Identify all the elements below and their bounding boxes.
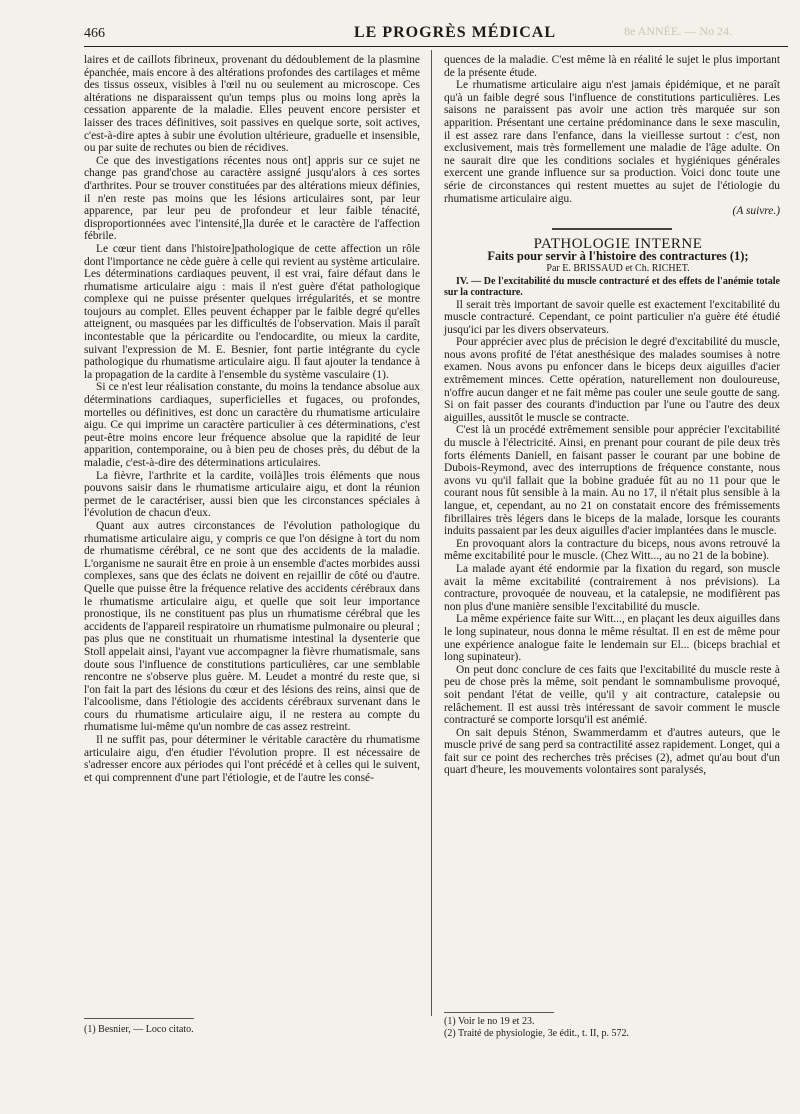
- article-title: Faits pour servir à l'histoire des contractures (1);: [487, 249, 749, 264]
- to-be-continued: (A suivre.): [732, 205, 780, 218]
- right-column: [444, 54, 780, 777]
- column-divider: [431, 50, 432, 1016]
- paragraph: En provoquant alors la contracture du biceps, nous avons retrouvé la même excitabilité pour le muscle. (Chez Witt..., au no 21 de la bobine).: [444, 537, 780, 563]
- right-footnotes: [444, 1016, 784, 1040]
- section-separator: [552, 228, 672, 230]
- journal-title: LE PROGRÈS MÉDICAL: [354, 24, 557, 41]
- footnote-rule: [444, 1012, 554, 1013]
- paragraph: La même expérience faite sur Witt..., en plaçant les deux aiguilles dans le long supinateur, nous donna le même résultat. Il en est de même pour une expérience analogue faite le lendemain sur El... (biceps brachial et long supinateur).: [444, 613, 780, 664]
- left-column: [84, 54, 420, 784]
- paragraph: Le rhumatisme articulaire aigu n'est jamais épidémique, et ne paraît qu'à un faible degré sous l'influence de constitutions particulières. Les saisons ne paraissent pas avoir une action très marquée sur son apparition. Présentant une certaine prédominance dans le sexe masculin, il est assez rare dans l'enfance, dans la vieillesse surtout : c'est, non exclusivement, mais très formellement une maladie de l'âge adulte. On ne saurait dire que les conditions sociales et hygiéniques générales exercent une grande influence sur sa production. Voici donc toute une série de circonstances qui restent muettes au sujet de l'étiologie du rhumatisme articulaire aigu.: [444, 79, 780, 205]
- paragraph: La malade ayant été endormie par la fixation du regard, son muscle avait la même excitabilité (contrairement à nos prévisions). La contracture, provoquée de nouveau, et la catalepsie, ne modifièrent pas non plus d'une manière sensible l'excitabilité du muscle.: [444, 562, 780, 613]
- bleed-through-header: 8e ANNÉE. — No 24.: [624, 24, 732, 38]
- paragraph: On peut donc conclure de ces faits que l'excitabilité du muscle reste à peu de chose près la même, soit pendant le somnambulisme provoqué, soit pendant l'état de veille, qu'il y ait contracture, catalepsie ou relâchement. Il est aussi très intéressant de savoir comment le muscle contracturé se comporte lorsqu'il est anémié.: [444, 663, 780, 727]
- left-footnotes: [84, 1024, 420, 1035]
- paragraph: Il serait très important de savoir quelle est exactement l'excitabilité du muscle contracturé. Cependant, ce point particulier n'a guère été étudié jusqu'ici par les divers observateurs.: [444, 298, 780, 336]
- paragraph: quences de la maladie. C'est même là en réalité le sujet le plus important de la présente étude.: [444, 54, 780, 79]
- paragraph: Si ce n'est leur réalisation constante, du moins la tendance absolue aux déterminations cardiaques, superficielles et fugaces, ou profondes, mortelles ou définitives, est donc un caractère du rhumatisme articulaire aigu. Ce qui imprime un caractère particulier à ces déterminations, c'est peut-être moins encore leur fréquence absolue que la rapidité de leur apparition, contemporaine, ou à bien peu de choses près, du début de la maladie, c'est-à-dire des déterminations articulaires.: [84, 381, 420, 469]
- header-rule: [84, 46, 788, 47]
- footnote: (2) Traité de physiologie, 3e édit., t. II, p. 572.: [444, 1028, 629, 1039]
- paragraph: laires et de caillots fibrineux, provenant du dédoublement de la plasmine épanchée, mais encore à des altérations profondes des cartilages et même des tissus osseux, visibles à l'œil nu ou seulement au microscope. Ces altérations ne disparaissent qu'un temps plus ou moins long après la cessation apparente de la maladie. Elles peuvent encore persister et laisser des traces définitives, soit passives en quelque sorte, soit actives, c'est-à-dire aptes à subir une évolution ultérieure, graduelle et insensible, ou par suite de rechutes ou bien de récidives.: [84, 54, 420, 155]
- paragraph: Ce que des investigations récentes nous ont] appris sur ce sujet ne change pas grand'chose au caractère assigné jusqu'alors à ces sortes d'arthrites. Pour se trouver constituées par des altérations mieux définies, il n'en reste pas moins que les lésions articulaires sont, par leur apparence, par leur peu de profondeur et leur faible ténacité, disproportionnées avec l'intensité,]la durée et le caractère de l'affection fébrile.: [84, 154, 420, 243]
- byline: Par E. BRISSAUD et Ch. RICHET.: [546, 262, 690, 274]
- paragraph: Il ne suffit pas, pour déterminer le véritable caractère du rhumatisme articulaire aigu, d'en étudier l'évolution propre. Il est nécessaire de s'adresser encore aux périodes qui l'ont précédé et à celles qui le suivent, et qui comprennent d'une part l'étiologie, et de l'autre les consé-: [84, 734, 420, 784]
- footnote: (1) Besnier, — Loco citato.: [84, 1024, 194, 1035]
- paragraph: C'est là un procédé extrêmement sensible pour apprécier l'excitabilité du muscle à l'électricité. Ainsi, en prenant pour courant de pile deux très forts éléments Daniell, en faisant passer le courant par une bobine de Dubois-Reymond, avec des interruptions de fréquence constante, nous avons vu qu'il fallait que la bobine graduée fût au no 11 pour que le courant nous fût sensible à la main. Au no 17, il n'était plus sensible à la langue, et, cependant, au no 21 on constatait encore des frémissements fibrillaires très légers dans le biceps de la malade, lorsque les courants induits passaient par les deux aiguilles d'acier implantées dans le muscle.: [444, 424, 780, 538]
- article-subheading: IV. — De l'excitabilité du muscle contracturé et des effets de l'anémie totale sur la contracture.: [444, 275, 780, 298]
- footnote-rule: [84, 1018, 194, 1019]
- page-number: 466: [84, 26, 105, 41]
- paragraph: Quant aux autres circonstances de l'évolution pathologique du rhumatisme articulaire aigu, y compris ce que l'on désigne à tort du nom de rhumatisme cérébral, ce ne sont que des accidents de la maladie. L'organisme ne saurait être en proie à un ensemble d'actes morbides aussi complexes, sans que des éclats ne doivent en rejaillir de côté ou d'autre. Quelle que puisse être la fréquence relative des accidents cérébraux dans le rhumatisme articulaire aigu, et quelle que soit leur importance pronostique, ils ne constituent pas plus un rhumatisme cérébral que les accidents de l'appareil respiratoire un rhumatisme pulmonaire ou pleural ; pas plus que ne constituait un rhumatisme intestinal la dysenterie que Stoll appelait ainsi, l'ayant vue accompagner la fièvre rhumatismale, sans doute sous l'influence de constitutions particulières, car une semblable rencontre ne s'observe plus guère. M. Leudet a montré du reste que, si l'on fait la part des lésions du cœur et des lésions des reins, ainsi que de l'alcoolisme, dans l'étiologie des accidents cérébraux survenant dans le cours du rhumatisme articulaire aigu, il ne restera au compte du rhumatisme lui-même qu'un nombre de cas assez restreint.: [84, 519, 420, 734]
- page-header: [84, 22, 784, 44]
- section-title: PATHOLOGIE INTERNE: [533, 235, 703, 252]
- paragraph: Pour apprécier avec plus de précision le degré d'excitabilité du muscle, nous avons profité de l'état anesthésique des malades soumises à notre examen. Nous avons pu enfoncer dans le biceps deux aiguilles d'acier extrêmement minces. Cette opération, naturellement non douloureuse, n'offre aucun danger et ne fait même pas couler une seule goutte de sang. Si on fait passer des courants d'induction par l'une ou l'autre des deux aiguilles, aussitôt le muscle se contracte.: [444, 336, 780, 424]
- paragraph: La fièvre, l'arthrite et la cardite, voilà]les trois éléments que nous pouvons saisir dans le rhumatisme articulaire aigu, et dont la réunion permet de le caractériser, aussi bien que les circonstances spéciales à l'évolution de chacun d'eux.: [84, 469, 420, 520]
- footnote: (1) Voir le no 19 et 23.: [444, 1016, 535, 1027]
- paragraph: Le cœur tient dans l'histoire]pathologique de cette affection un rôle dont l'importance ne cède guère à celle qui revient au système articulaire. Les déterminations cardiaques peuvent, il est vrai, faire défaut dans le rhumatisme articulaire aigu : mais il n'est guère d'état pathologique complexe qui ne puisse présenter quelques irrégularités, et se montre toujours au complet. Elles peuvent échapper par le faible degré qu'elles atteignent, ou masquées par les difficultés de l'observation. Mais il paraît incontestable que la péricardite ou l'endocardite, ou mieux la cardite, suivant l'expression de M. E. Besnier, font partie intégrante du cycle pathologique du rhumatisme articulaire aigu. Il faut ajouter la tendance à la propagation de la cardite à l'ensemble du système vasculaire (1).: [84, 242, 420, 381]
- paragraph: On sait depuis Sténon, Swammerdamm et d'autres auteurs, que le muscle privé de sang perd sa contractilité assez rapidement. Longet, qui a fait sur ce point des recherches très précises (2), admet qu'au bout d'un quart d'heure, les mouvements volontaires sont paralysés,: [444, 726, 780, 777]
